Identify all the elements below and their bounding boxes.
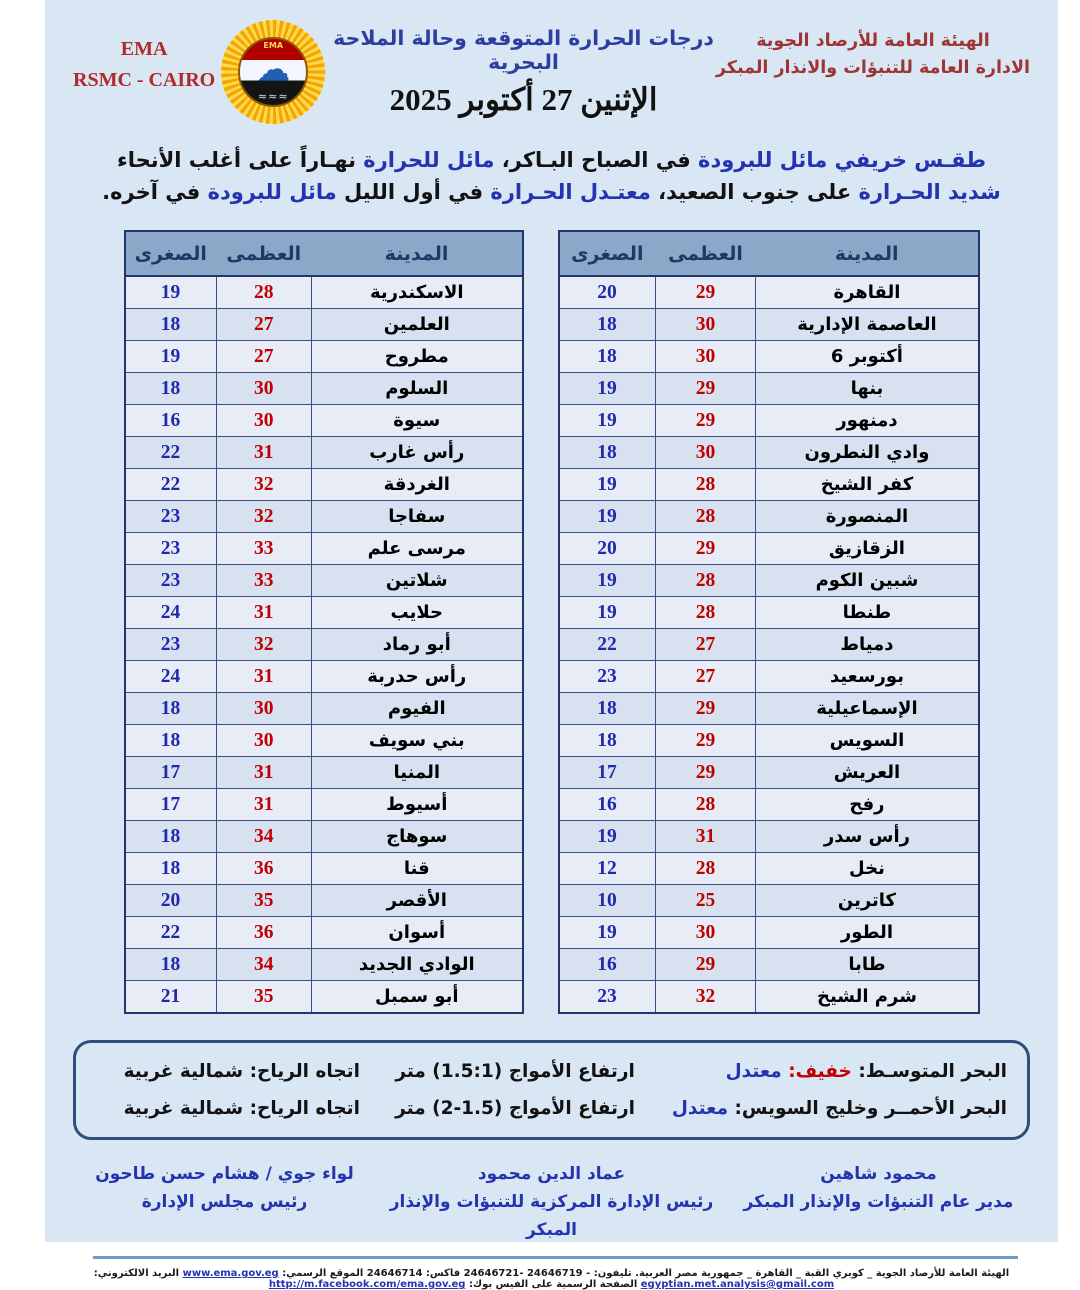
signature-title: رئيس الإدارة المركزية للتنبؤات والإنذار المبكر <box>389 1192 714 1240</box>
red-sea-row <box>96 1090 1007 1127</box>
max-temp-cell: 34 <box>216 949 312 981</box>
max-temp-header: العظمى <box>655 231 756 276</box>
temperature-table-left <box>124 230 524 1014</box>
city-cell: بني سويف <box>312 725 523 757</box>
city-cell: الزقازيق <box>756 533 979 565</box>
min-temp-cell: 19 <box>559 469 656 501</box>
summary-seg: في أول الليل <box>336 180 484 204</box>
min-temp-cell: 20 <box>559 533 656 565</box>
min-temp-cell: 18 <box>559 437 656 469</box>
org-names <box>716 28 1030 82</box>
min-temp-cell: 18 <box>125 309 217 341</box>
min-temp-cell: 18 <box>125 949 217 981</box>
org-line2: الادارة العامة للتنبؤات والانذار المبكر <box>715 58 1030 78</box>
min-temp-cell: 17 <box>125 789 217 821</box>
min-temp-cell: 19 <box>559 917 656 949</box>
min-temp-cell: 16 <box>559 949 656 981</box>
max-temp-cell: 27 <box>655 629 756 661</box>
header <box>45 20 1058 124</box>
sea-condition-light: خفيف: <box>788 1061 852 1082</box>
table-row <box>125 949 523 981</box>
wave-height-value: (2-1.5) <box>432 1098 503 1119</box>
max-temp-cell: 31 <box>216 789 312 821</box>
wind-direction <box>96 1098 388 1119</box>
max-temp-cell: 29 <box>655 276 756 309</box>
city-cell: نخل <box>756 853 979 885</box>
min-temp-cell: 22 <box>125 437 217 469</box>
max-temp-cell: 28 <box>655 853 756 885</box>
sea-label: البحر المتوسـط: <box>858 1061 1007 1082</box>
max-temp-cell: 29 <box>655 405 756 437</box>
weather-summary <box>97 144 1006 208</box>
table-row <box>559 725 979 757</box>
city-cell: أبو رماد <box>312 629 523 661</box>
min-temp-cell: 16 <box>125 405 217 437</box>
signature-name: لواء جوي / هشام حسن طاحون <box>95 1164 354 1184</box>
max-temp-cell: 30 <box>655 437 756 469</box>
max-temp-cell: 31 <box>655 821 756 853</box>
max-temp-cell: 34 <box>216 821 312 853</box>
max-temp-cell: 28 <box>655 597 756 629</box>
min-temp-cell: 20 <box>125 885 217 917</box>
max-temp-cell: 30 <box>216 693 312 725</box>
table-row <box>125 437 523 469</box>
city-cell: الغردقة <box>312 469 523 501</box>
min-temp-cell: 18 <box>559 725 656 757</box>
min-temp-cell: 24 <box>125 597 217 629</box>
cloud-icon: ☁ <box>256 49 291 90</box>
city-cell: قنا <box>312 853 523 885</box>
wave-height-unit: متر <box>395 1098 426 1119</box>
wave-height-value: (1.5:1) <box>432 1061 503 1082</box>
max-temp-cell: 30 <box>655 341 756 373</box>
flag-globe-icon <box>238 37 308 107</box>
max-temp-cell: 29 <box>655 693 756 725</box>
bulletin-page <box>45 0 1058 1290</box>
facebook-link[interactable]: http://m.facebook.com/ema.gov.eg <box>268 1279 466 1290</box>
max-temp-cell: 30 <box>216 373 312 405</box>
city-cell: السلوم <box>312 373 523 405</box>
city-cell: شبين الكوم <box>756 565 979 597</box>
summary-seg: شديد الحـرارة <box>851 180 1001 204</box>
min-temp-cell: 19 <box>559 821 656 853</box>
city-cell: القاهرة <box>756 276 979 309</box>
table-row <box>559 469 979 501</box>
wind-label: اتجاه الرياح: <box>249 1061 360 1082</box>
signatures <box>45 1160 1058 1244</box>
table-row <box>559 405 979 437</box>
website-link[interactable]: www.ema.gov.eg <box>182 1268 279 1279</box>
table-row <box>125 276 523 309</box>
table-row <box>125 469 523 501</box>
max-temp-cell: 36 <box>216 853 312 885</box>
ema-rsmc-label <box>73 34 215 96</box>
table-row <box>559 501 979 533</box>
wave-height <box>388 1098 643 1119</box>
table-row <box>125 789 523 821</box>
table-row <box>125 821 523 853</box>
table-row <box>125 405 523 437</box>
min-temp-cell: 18 <box>125 821 217 853</box>
table-row <box>125 725 523 757</box>
max-temp-cell: 35 <box>216 885 312 917</box>
wind-direction <box>96 1061 388 1082</box>
table-row <box>559 629 979 661</box>
city-header: المدينة <box>312 231 523 276</box>
table-row <box>559 373 979 405</box>
min-temp-header: الصغرى <box>559 231 656 276</box>
signature-name: عماد الدين محمود <box>477 1164 626 1184</box>
max-temp-cell: 32 <box>216 469 312 501</box>
max-temp-cell: 27 <box>216 309 312 341</box>
wave-height-label: ارتفاع الأمواج <box>508 1098 635 1119</box>
sea-condition-moderate: معتدل <box>671 1098 729 1119</box>
city-cell: المنصورة <box>756 501 979 533</box>
wind-value: شمالية غربية <box>123 1061 244 1082</box>
min-temp-cell: 18 <box>125 373 217 405</box>
temperature-table-right <box>558 230 980 1014</box>
city-cell: أبو سمبل <box>312 981 523 1014</box>
max-temp-cell: 27 <box>655 661 756 693</box>
min-temp-cell: 21 <box>125 981 217 1014</box>
max-temp-cell: 32 <box>655 981 756 1014</box>
table-row <box>559 309 979 341</box>
min-temp-cell: 23 <box>125 565 217 597</box>
city-cell: طابا <box>756 949 979 981</box>
footer-divider <box>93 1256 1018 1259</box>
table-row <box>559 437 979 469</box>
max-temp-cell: 28 <box>655 469 756 501</box>
sea-name <box>643 1061 1007 1082</box>
max-temp-cell: 30 <box>216 405 312 437</box>
min-temp-cell: 22 <box>125 917 217 949</box>
signature-title: مدير عام التنبؤات والإنذار المبكر <box>743 1192 1014 1212</box>
table-row <box>125 373 523 405</box>
min-temp-cell: 23 <box>559 981 656 1014</box>
wave-height <box>388 1061 643 1082</box>
city-cell: طنطا <box>756 597 979 629</box>
signature-title: رئيس مجلس الإدارة <box>141 1192 308 1212</box>
city-cell: بنها <box>756 373 979 405</box>
min-temp-cell: 18 <box>559 341 656 373</box>
city-cell: الأقصر <box>312 885 523 917</box>
table-row <box>125 917 523 949</box>
city-cell: أسيوط <box>312 789 523 821</box>
table-row <box>559 917 979 949</box>
table-row <box>125 597 523 629</box>
summary-seg: طقـس خريفي مائل للبرودة <box>690 148 987 172</box>
wind-value: شمالية غربية <box>123 1098 244 1119</box>
city-cell: رأس حدربة <box>312 661 523 693</box>
footer-facebook-label: الصفحة الرسمية على الفيس بوك: <box>468 1279 638 1290</box>
min-temp-cell: 19 <box>559 597 656 629</box>
min-temp-cell: 23 <box>125 629 217 661</box>
table-row <box>125 981 523 1014</box>
max-temp-cell: 36 <box>216 917 312 949</box>
city-cell: رأس غارب <box>312 437 523 469</box>
org-line1: الهيئة العامة للأرصاد الجوية <box>756 31 990 51</box>
city-cell: السويس <box>756 725 979 757</box>
max-temp-cell: 27 <box>216 341 312 373</box>
signature-center <box>388 1160 715 1244</box>
signature-name: محمود شاهين <box>820 1164 937 1184</box>
table-row <box>125 309 523 341</box>
min-temp-header: الصغرى <box>125 231 217 276</box>
city-cell: الإسماعيلية <box>756 693 979 725</box>
city-cell: سفاجا <box>312 501 523 533</box>
city-cell: مطروح <box>312 341 523 373</box>
max-temp-cell: 32 <box>216 629 312 661</box>
min-temp-cell: 12 <box>559 853 656 885</box>
max-temp-cell: 32 <box>216 501 312 533</box>
ema-line2: RSMC - CAIRO <box>73 69 216 91</box>
table-row <box>125 501 523 533</box>
city-cell: أسوان <box>312 917 523 949</box>
min-temp-cell: 24 <box>125 661 217 693</box>
max-temp-cell: 29 <box>655 373 756 405</box>
table-row <box>559 757 979 789</box>
max-temp-cell: 31 <box>216 597 312 629</box>
min-temp-cell: 18 <box>125 853 217 885</box>
city-cell: دمنهور <box>756 405 979 437</box>
max-temp-cell: 33 <box>216 565 312 597</box>
bulletin-date: الإثنين 27 أكتوبر 2025 <box>389 82 658 117</box>
wave-height-unit: متر <box>395 1061 426 1082</box>
email-link[interactable]: egyptian.met.analysis@gmail.com <box>640 1279 835 1290</box>
wave-height-label: ارتفاع الأمواج <box>508 1061 635 1082</box>
max-temp-cell: 33 <box>216 533 312 565</box>
max-temp-cell: 30 <box>216 725 312 757</box>
table-row <box>125 565 523 597</box>
wind-label: اتجاه الرياح: <box>249 1098 360 1119</box>
max-temp-header: العظمى <box>216 231 312 276</box>
city-cell: كفر الشيخ <box>756 469 979 501</box>
table-row <box>559 276 979 309</box>
table-row <box>125 661 523 693</box>
table-row <box>125 629 523 661</box>
footer-email-label: البريد الالكتروني: <box>93 1268 180 1279</box>
summary-seg: معتـدل الحـرارة <box>483 180 651 204</box>
table-row <box>125 757 523 789</box>
max-temp-cell: 30 <box>655 917 756 949</box>
footer-org-text: الهيئة العامة للأرصاد الجوية _ كوبري القبة _ القاهرة _ جمهورية مصر العربية. تليفون: - 24646719 -24646721 فاكس: 24646714 الموقع الرسمي: <box>282 1268 1010 1279</box>
min-temp-cell: 19 <box>559 565 656 597</box>
max-temp-cell: 29 <box>655 725 756 757</box>
city-cell: بورسعيد <box>756 661 979 693</box>
max-temp-cell: 35 <box>216 981 312 1014</box>
temperature-tables <box>45 230 1058 1014</box>
city-cell: مرسى علم <box>312 533 523 565</box>
min-temp-cell: 23 <box>125 533 217 565</box>
signature-right <box>715 1160 1042 1244</box>
city-cell: دمياط <box>756 629 979 661</box>
min-temp-cell: 17 <box>125 757 217 789</box>
city-cell: المنيا <box>312 757 523 789</box>
table-row <box>559 341 979 373</box>
city-header: المدينة <box>756 231 979 276</box>
table-header-row <box>125 231 523 276</box>
city-cell: العاصمة الإدارية <box>756 309 979 341</box>
min-temp-cell: 22 <box>125 469 217 501</box>
min-temp-cell: 23 <box>125 501 217 533</box>
min-temp-cell: 18 <box>559 693 656 725</box>
max-temp-cell: 30 <box>655 309 756 341</box>
table-row <box>559 949 979 981</box>
min-temp-cell: 19 <box>125 341 217 373</box>
min-temp-cell: 10 <box>559 885 656 917</box>
city-cell: وادي النطرون <box>756 437 979 469</box>
table-row <box>559 661 979 693</box>
min-temp-cell: 23 <box>559 661 656 693</box>
table-row <box>125 853 523 885</box>
page-title: درجات الحرارة المتوقعة وحالة الملاحة البحرية <box>333 26 714 74</box>
max-temp-cell: 31 <box>216 437 312 469</box>
table-row <box>559 693 979 725</box>
max-temp-cell: 28 <box>216 276 312 309</box>
city-cell: أكتوبر 6 <box>756 341 979 373</box>
ema-logo <box>221 20 325 124</box>
summary-seg: على جنوب الصعيد، <box>650 180 852 204</box>
table-header-row <box>559 231 979 276</box>
max-temp-cell: 29 <box>655 757 756 789</box>
city-cell: الفيوم <box>312 693 523 725</box>
city-cell: سيوة <box>312 405 523 437</box>
table-row <box>559 821 979 853</box>
table-row <box>125 341 523 373</box>
max-temp-cell: 31 <box>216 757 312 789</box>
city-cell: الطور <box>756 917 979 949</box>
summary-seg: في الصباح البـاكر، <box>494 148 691 172</box>
sea-conditions-box <box>73 1040 1030 1140</box>
sea-label: البحر الأحمــر وخليج السويس: <box>734 1098 1007 1119</box>
city-cell: شلاتين <box>312 565 523 597</box>
min-temp-cell: 16 <box>559 789 656 821</box>
summary-seg: في آخره. <box>102 180 201 204</box>
city-cell: العلمين <box>312 309 523 341</box>
table-row <box>559 853 979 885</box>
max-temp-cell: 29 <box>655 949 756 981</box>
logo-ema-text: EMA <box>263 41 284 50</box>
table-row <box>125 885 523 917</box>
max-temp-cell: 25 <box>655 885 756 917</box>
table-row <box>559 533 979 565</box>
mediterranean-row <box>96 1053 1007 1090</box>
max-temp-cell: 28 <box>655 565 756 597</box>
city-cell: شرم الشيخ <box>756 981 979 1014</box>
summary-seg: نهـاراً على أغلب الأنحاء <box>116 148 356 172</box>
summary-seg: مائل للبرودة <box>200 180 337 204</box>
max-temp-cell: 31 <box>216 661 312 693</box>
title-block <box>331 20 716 118</box>
footer-contact <box>45 1268 1058 1290</box>
min-temp-cell: 19 <box>125 276 217 309</box>
table-row <box>559 789 979 821</box>
min-temp-cell: 19 <box>559 373 656 405</box>
sea-name <box>643 1098 1007 1119</box>
waves-icon: ≈≈≈ <box>257 90 289 103</box>
city-cell: سوهاج <box>312 821 523 853</box>
min-temp-cell: 19 <box>559 501 656 533</box>
min-temp-cell: 18 <box>559 309 656 341</box>
city-cell: حلايب <box>312 597 523 629</box>
table-row <box>559 885 979 917</box>
city-cell: رأس سدر <box>756 821 979 853</box>
table-row <box>559 597 979 629</box>
max-temp-cell: 29 <box>655 533 756 565</box>
min-temp-cell: 17 <box>559 757 656 789</box>
min-temp-cell: 22 <box>559 629 656 661</box>
ema-line1: EMA <box>120 38 168 60</box>
city-cell: رفح <box>756 789 979 821</box>
signature-left <box>61 1160 388 1244</box>
min-temp-cell: 18 <box>125 725 217 757</box>
min-temp-cell: 20 <box>559 276 656 309</box>
table-row <box>125 693 523 725</box>
city-cell: العريش <box>756 757 979 789</box>
max-temp-cell: 28 <box>655 501 756 533</box>
min-temp-cell: 19 <box>559 405 656 437</box>
table-row <box>559 981 979 1014</box>
city-cell: الوادي الجديد <box>312 949 523 981</box>
summary-seg: مائل للحرارة <box>355 148 495 172</box>
sea-condition-moderate: معتدل <box>725 1061 782 1082</box>
city-cell: الاسكندرية <box>312 276 523 309</box>
table-row <box>559 565 979 597</box>
max-temp-cell: 28 <box>655 789 756 821</box>
min-temp-cell: 18 <box>125 693 217 725</box>
table-row <box>125 533 523 565</box>
city-cell: كاترين <box>756 885 979 917</box>
